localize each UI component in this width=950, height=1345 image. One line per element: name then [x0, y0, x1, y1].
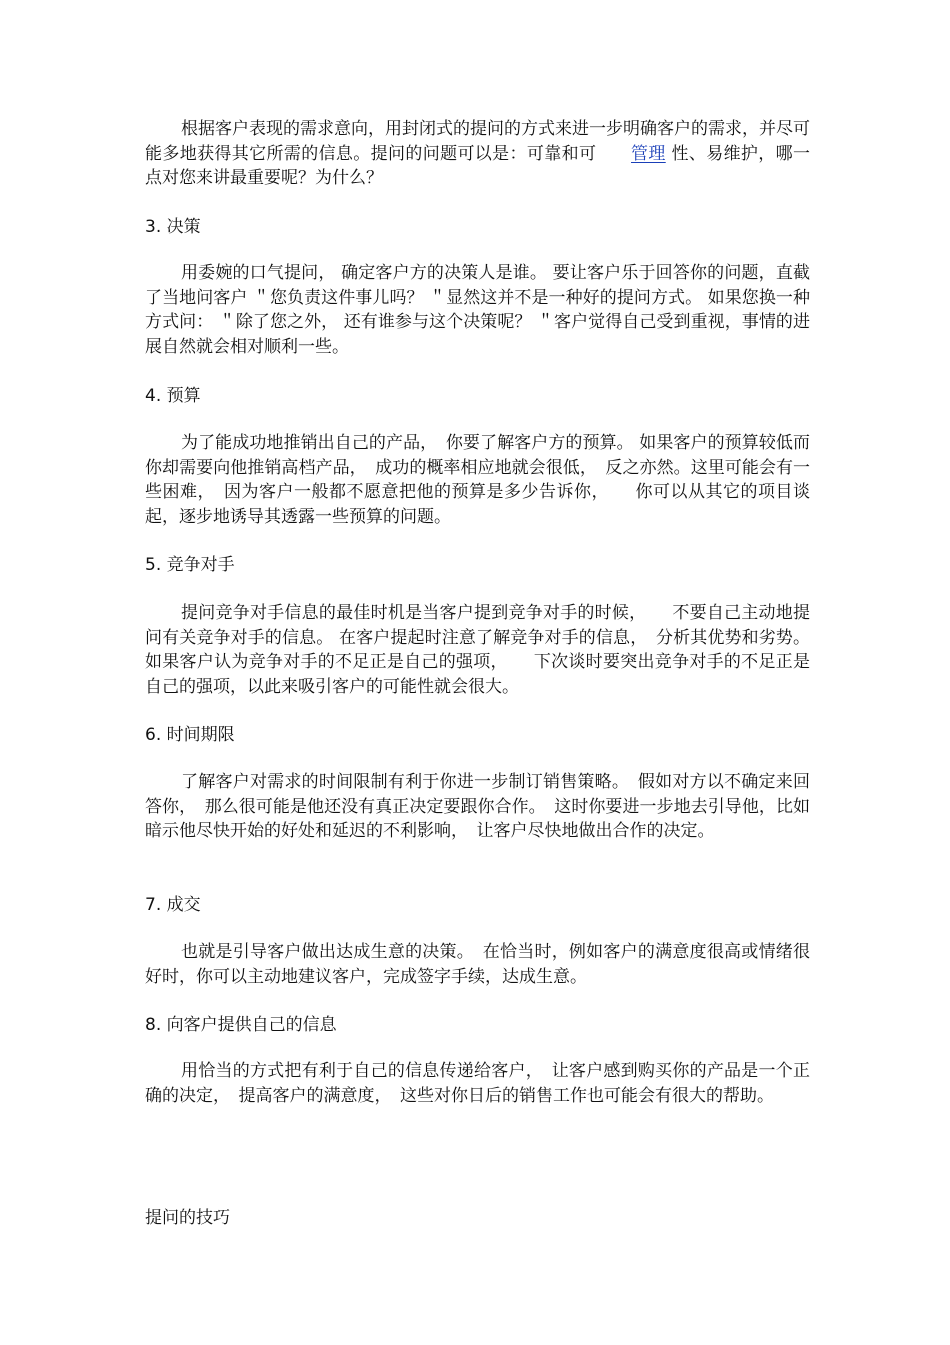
paragraph-provide-info: 用恰当的方式把有利于自己的信息传递给客户， 让客户感到购买你的产品是一个正确的决定， 提高客户的满意度， 这些对你日后的销售工作也可能会有很大的帮助。 — [145, 1061, 810, 1106]
paragraph-text: 根据客户表现的需求意向，用封闭式的提问的方式来进一步明确客户的需求，并尽可能多地获得其它所需的信息。提问的问题可以是：可靠和可 — [145, 119, 810, 164]
section-heading-decision: 3. 决策 — [145, 217, 201, 237]
section-heading-budget: 4. 预算 — [145, 386, 201, 406]
section-heading-provide-info: 8. 向客户提供自己的信息 — [145, 1015, 337, 1035]
paragraph-competitors: 提问竞争对手信息的最佳时机是当客户提到竞争对手的时候， 不要自己主动地提问有关竞争对手的信息。 在客户提起时注意了解竞争对手的信息， 分析其优势和劣势。如果客户认为竞争对手的不足正是自己的强项， 下次谈时要突出竞争对手的不足正是自己的强项，以此来吸引客户的可能性就会很大。 — [145, 603, 810, 697]
section-heading-competitors: 5. 竞争对手 — [145, 555, 235, 575]
paragraph-budget: 为了能成功地推销出自己的产品， 你要了解客户方的预算。 如果客户的预算较低而你却需要向他推销高档产品， 成功的概率相应地就会很低， 反之亦然。这里可能会有一些困难， 因为客户一般都不愿意把他的预算是多少告诉你， 你可以从其它的项目谈起，逐步地诱导其透露一些预算的问题。 — [145, 433, 810, 527]
paragraph-needs — [145, 117, 810, 191]
paragraph-text: 性、易维护，哪一点对您来讲最重要呢？为什么？ — [145, 143, 810, 188]
section-heading-closing: 7. 成交 — [145, 895, 201, 915]
paragraph-decision: 用委婉的口气提问， 确定客户方的决策人是谁。 要让客户乐于回答你的问题，直截了当地问客户 ＂您负责这件事儿吗？ ＂显然这并不是一种好的提问方式。 如果您换一种方式问： ＂除了您之外， 还有谁参与这个决策呢？ ＂客户觉得自己受到重视，事情的进展自然就会相对顺利一些。 — [145, 263, 810, 357]
section-heading-questioning-skills: 提问的技巧 — [145, 1208, 230, 1228]
paragraph-closing: 也就是引导客户做出达成生意的决策。 在恰当时，例如客户的满意度很高或情绪很好时，你可以主动地建议客户，完成签字手续，达成生意。 — [145, 942, 810, 987]
paragraph-deadline: 了解客户对需求的时间限制有利于你进一步制订销售策略。 假如对方以不确定来回答你， 那么很可能是他还没有真正决定要跟你合作。 这时你要进一步地去引导他，比如暗示他尽快开始的好处和延迟的不利影响， 让客户尽快地做出合作的决定。 — [145, 772, 810, 841]
management-link[interactable]: 管理 — [631, 143, 666, 164]
section-heading-deadline: 6. 时间期限 — [145, 725, 235, 745]
